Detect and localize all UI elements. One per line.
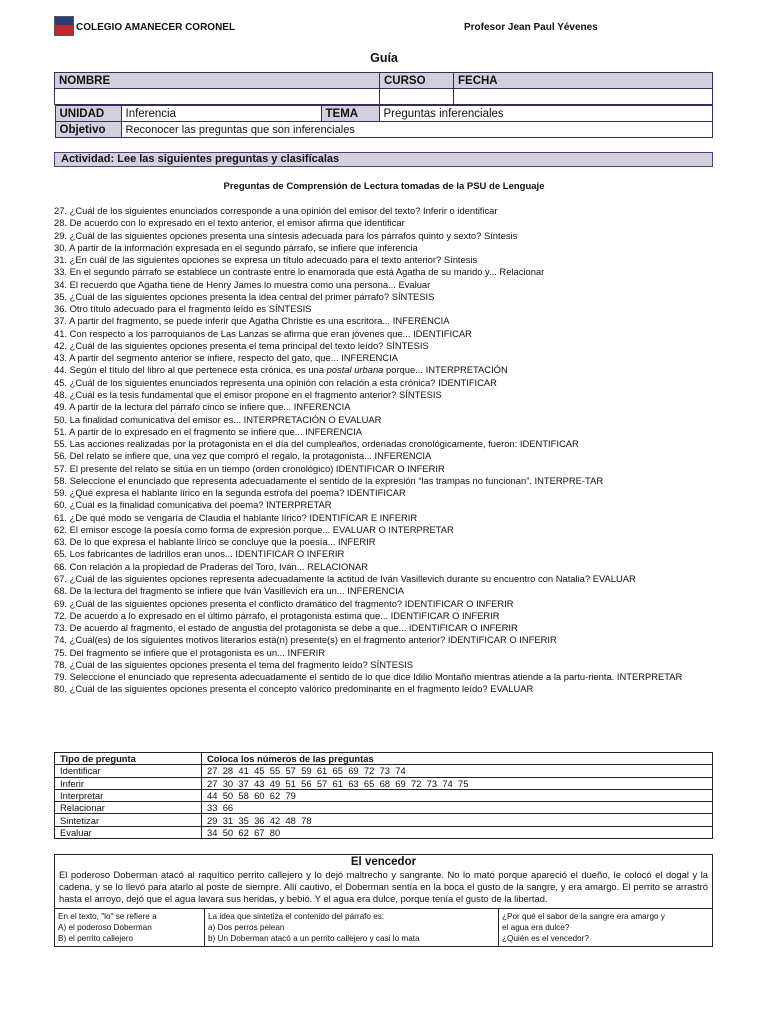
question-number: 73 [426,777,438,789]
question-item: 30. A partir de la información expresada en el segundo párrafo, se infiere que inferencia [54,241,418,253]
question-number: 79 [285,790,296,802]
question-number: 80 [269,826,281,838]
table-row [55,777,713,789]
question-number: 50 [222,826,234,838]
question-number: 73 [379,765,390,777]
story-question-2-line: a) Dos perros pelean [208,922,285,932]
question-number: 78 [301,814,312,826]
story-title: El vencedor [350,856,417,868]
question-item: 42. ¿Cuál de las siguientes opciones presenta el tema principal del texto leído? SÍNTESIS [54,339,429,351]
story-text: El poderoso Doberman atacó al raquítico perrito callejero y lo dejó maltrecho y sangrante. No lo mató porque apareció el dueño, le colocó el dogal y la cadena, y se lo llevó para atarlo al poste de siempre. Allí cautivo, el Doberman sentía en la boca el gusto de la sangre, y era amargo. El perrito se arrastró hasta el arroyo, dejó que el agua lavara sus heridas, y bebió. Y el agua era dulce, porque tenía el gusto de la libertad. [55,869,712,909]
objetivo-value: Reconocer las preguntas que son inferenciales [121,122,712,138]
nombre-label: NOMBRE [55,73,380,89]
question-item: 55. Las acciones realizadas por la protagonista en el día del cumpleaños, ordenadas cronológicamente, fueron: IDENTIFICAR [54,438,579,450]
question-number: 75 [458,777,469,789]
question-item: 74. ¿Cuál(es) de los siguientes motivos literarios está(n) presente(s) en el fragmento anterior? IDENTIFICAR O INFERIR [54,634,557,646]
student-form [54,72,713,138]
question-number: 45 [254,765,265,777]
question-number: 74 [395,765,406,777]
question-item: 45. ¿Cuál de los siguientes enunciados representa una opinión con relación a esta crónica? IDENTIFICAR [54,376,497,388]
question-item: 72. De acuerdo a lo expresado en el último párrafo, el protagonista estima que... IDENTIFICAR O INFERIR [54,609,500,621]
question-item: 41. Con respecto a los parroquianos de Las Lanzas se afirma que eran jóvenes que... IDENTIFICAR [54,327,472,339]
question-number: 69 [348,765,359,777]
question-number: 59 [301,765,312,777]
question-number: 60 [254,790,265,802]
school-name: COLEGIO AMANECER CORONEL [76,22,236,33]
question-number: 61 [332,777,343,789]
question-number: 35 [238,814,249,826]
question-number: 43 [254,777,265,789]
question-item: 62. El emisor escoge la poesía como forma de expresión porque... EVALUAR O INTERPRETAR [54,523,454,535]
question-number: 62 [238,826,249,838]
question-item: 49. A partir de la lectura del párrafo cinco se infiere que... INFERENCIA [54,401,351,413]
question-item: 35. ¿Cuál de las siguientes opciones presenta la idea central del primer párrafo? SÍNTESIS [54,290,435,302]
fecha-field[interactable] [454,89,713,105]
question-item: 48. ¿Cuál es la tesis fundamental que el emisor propone en el fragmento anterior? SÍNTESIS [54,388,442,400]
question-item: 66. Con relación a la propiedad de Praderas del Toro, Iván... RELACIONAR [54,560,369,572]
question-number: 37 [238,777,249,789]
question-number: 41 [238,765,249,777]
question-number: 65 [363,777,375,789]
question-number: 50 [222,790,234,802]
question-type: Inferir [55,777,202,789]
question-numbers[interactable] [202,765,713,777]
story-question-1 [55,909,205,946]
table-row [55,789,713,801]
question-type: Sintetizar [55,814,202,826]
story-question-3-line: ¿Quién es el vencedor? [502,933,589,943]
question-number: 30 [222,777,234,789]
question-number: 67 [254,826,265,838]
question-number: 57 [316,777,328,789]
question-number: 58 [238,790,249,802]
story-question-1-line: A) el poderoso Doberman [58,922,152,932]
question-item: 78. ¿Cuál de las siguientes opciones presenta el tema del fragmento leído? SÍNTESIS [54,658,414,670]
unidad-label: UNIDAD [55,106,121,122]
school-logo [54,16,74,36]
question-item: 37. A partir del fragmento, se puede inferir que Agatha Christie es una escritora... INFERENCIA [54,315,450,327]
question-number: 56 [301,777,312,789]
story-questions [55,909,712,946]
story-question-3 [499,909,712,946]
question-number: 57 [285,765,296,777]
curso-field[interactable] [380,89,454,105]
question-number: 72 [363,765,375,777]
table-row [55,802,713,814]
question-number: 44 [207,790,218,802]
question-number: 42 [269,814,281,826]
question-number: 55 [269,765,281,777]
question-item: 27. ¿Cuál de los siguientes enunciados corresponde a una opinión del emisor del texto? Inferir o identificar [54,205,498,216]
question-item: 69. ¿Cuál de las siguientes opciones presenta el conflicto dramático del fragmento? IDENTIFICAR O INFERIR [54,597,514,609]
story-question-1-line: B) el perrito callejero [58,933,134,943]
table-row [55,826,713,838]
question-item: 43. A partir del segmento anterior se infiere, respecto del gato, que... INFERENCIA [54,352,398,364]
story-question-1-line: En el texto, "lo" se refiere a [58,911,157,921]
question-number: 29 [207,814,218,826]
question-number: 27 [207,777,218,789]
activity-instruction: Actividad: Lee las siguientes preguntas y clasifícalas [54,152,713,167]
question-number: 31 [222,814,234,826]
page-header [54,14,714,38]
question-item: 44. Según el título del libro al que pertenece esta crónica, es una postal urbana porque... INTERPRETACIÓN [54,364,508,376]
question-item: 59. ¿Qué expresa el hablante lírico en la segunda estrofa del poema? IDENTIFICAR [54,487,406,499]
fecha-label: FECHA [454,73,713,89]
question-item: 67. ¿Cuál de las siguientes opciones representa adecuadamente la actitud de Iván Vasillevich durante su encuentro con Natalia? EVALUAR [54,572,636,584]
question-type: Evaluar [55,826,202,838]
question-item: 34. El recuerdo que Agatha tiene de Henry James lo muestra como una persona... Evaluar [54,278,431,290]
question-number: 48 [285,814,296,826]
question-item: 28. De acuerdo con lo expresado en el texto anterior, el emisor afirma que identificar [54,217,405,229]
type-column-header: Tipo de pregunta [55,753,202,765]
question-item: 65. Los fabricantes de ladrillos eran unos... IDENTIFICAR O INFERIR [54,548,345,560]
question-item: 79. Seleccione el enunciado que representa adecuadamente el sentido de lo que dice Idilio Montaño mientras atiende a la partu-rienta. INTERPRETAR [54,671,683,683]
section-subtitle: Preguntas de Comprensión de Lectura tomadas de la PSU de Lenguaje [223,181,545,192]
question-number: 36 [254,814,265,826]
story-question-3-line: el agua era dulce? [502,922,570,932]
question-number: 68 [379,777,390,789]
question-numbers[interactable] [202,826,713,838]
question-numbers[interactable] [202,777,713,789]
classification-table [54,752,713,839]
question-number: 28 [222,765,234,777]
story-question-2 [205,909,499,946]
question-item: 58. Seleccione el enunciado que representa adecuadamente el sentido de la expresión “las trampas no funcionan”. INTERPRE-TAR [54,474,604,486]
question-item: 57. El presente del relato se sitúa en un tiempo (orden cronológico) IDENTIFICAR O INFERIR [54,462,445,474]
question-type: Relacionar [55,802,202,814]
question-number: 66 [222,802,234,814]
question-number: 69 [395,777,406,789]
question-item: 29. ¿Cuál de las siguientes opciones presenta una síntesis adecuada para los párrafos quinto y sexto? Síntesis [54,229,518,241]
tema-label: TEMA [321,106,379,122]
question-type: Identificar [55,765,202,777]
story-box [54,854,713,947]
numbers-column-header: Coloca los números de las preguntas [202,753,713,765]
question-number: 62 [269,790,281,802]
objetivo-label: Objetivo [55,122,121,138]
question-item: 73. De acuerdo al fragmento, el estado de angustia del protagonista se debe a que... IDENTIFICAR O INFERIR [54,622,518,634]
question-number: 51 [285,777,296,789]
question-number: 74 [442,777,453,789]
question-number: 61 [316,765,328,777]
question-item: 61. ¿De qué modo se vengaría de Claudia el hablante lírico? IDENTIFICAR E INFERIR [54,511,418,523]
question-item: 31. ¿En cuál de las siguientes opciones se expresa un título adecuado para el texto anterior? Síntesis [54,254,478,266]
question-item: 63. De lo que expresa el hablante lírico se concluye que la poesía... INFERIR [54,536,376,548]
question-item: 75. Del fragmento se infiere que el protagonista es un... INFERIR [54,646,325,658]
table-row [55,814,713,826]
question-number: 33 [207,802,218,814]
teacher-name: Profesor Jean Paul Yévenes [464,22,598,33]
nombre-field[interactable] [55,89,380,105]
tema-value: Preguntas inferenciales [379,106,712,122]
question-type: Interpretar [55,789,202,801]
question-item: 80. ¿Cuál de las siguientes opciones presenta el concepto valórico predominante en el fragmento leído? EVALUAR [54,683,534,695]
question-number: 27 [207,765,218,777]
question-item: 68. De la lectura del fragmento se infiere que Iván Vasillevich era un... INFERENCIA [54,585,404,597]
table-row [55,765,713,777]
question-item: 60. ¿Cuál es la finalidad comunicativa del poema? INTERPRETAR [54,499,332,511]
question-item: 56. Del relato se infiere que, una vez que compró el regalo, la protagonista... INFERENCIA [54,450,432,462]
question-item: 51. A partir de lo expresado en el fragmento se infiere que... INFERENCIA [54,425,362,437]
question-numbers[interactable] [202,789,713,801]
question-item: 50. La finalidad comunicativa del emisor es... INTERPRETACIÓN O EVALUAR [54,413,382,425]
question-numbers[interactable] [202,814,713,826]
unidad-value: Inferencia [121,106,321,122]
question-number: 34 [207,826,218,838]
story-question-2-line: b) Un Doberman atacó a un perrito callejero y casi lo mata [208,933,420,943]
question-number: 63 [348,777,359,789]
question-numbers[interactable] [202,802,713,814]
question-item: 36. Otro título adecuado para el fragmento leído es SÍNTESIS [54,303,312,315]
question-item: 33. En el segundo párrafo se establece un contraste entre lo enamorada que está Agatha de su marido y... Relacionar [54,266,545,278]
question-list [54,205,714,696]
story-question-3-line: ¿Por qué el sabor de la sangre era amargo y [502,911,665,921]
curso-label: CURSO [380,73,454,89]
story-question-2-line: La idea que sintetiza el contenido del párrafo es: [208,911,385,921]
question-number: 72 [410,777,422,789]
page-title: Guía [370,51,398,65]
question-number: 65 [332,765,343,777]
question-number: 49 [269,777,281,789]
